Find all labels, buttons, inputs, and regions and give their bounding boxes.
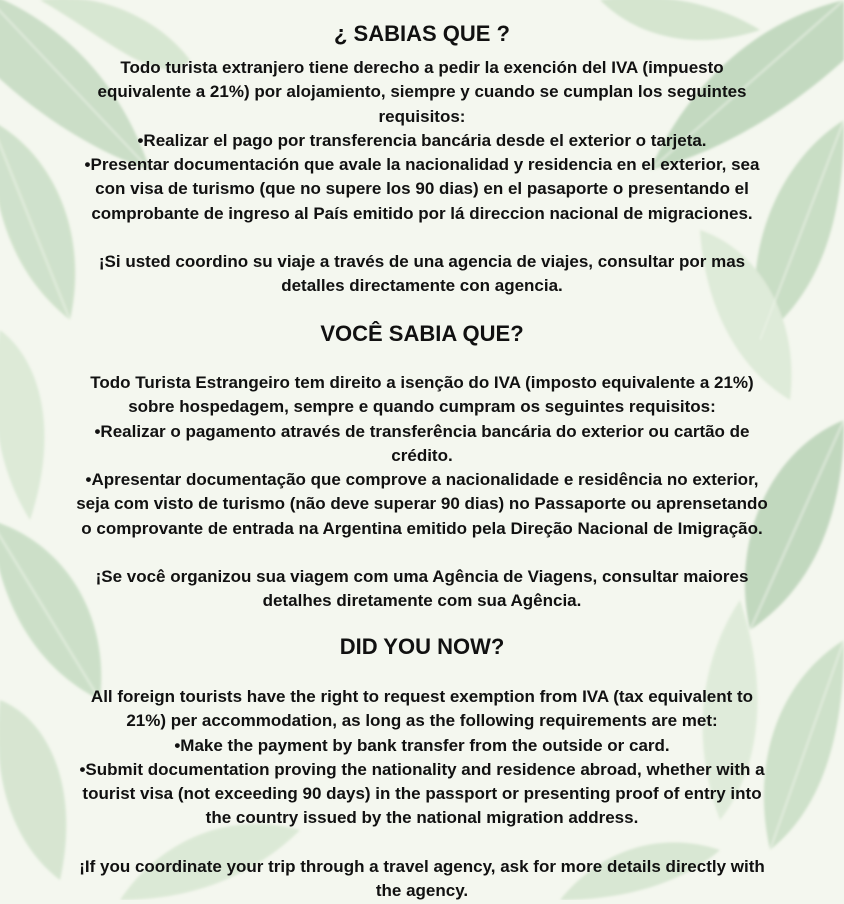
heading-english: DID YOU NOW? xyxy=(339,634,505,659)
heading-spanish: ¿ SABIAS QUE ? xyxy=(333,21,510,46)
text-line: All foreign tourists have the right to request exemption from IVA (tax equivalent to xyxy=(90,687,754,706)
text-line: sobre hospedagem, sempre e quando cumpram os seguintes requisitos: xyxy=(128,397,716,417)
text-line: Todo turista extranjero tiene derecho a pedir la exención del IVA (impuesto xyxy=(120,58,724,77)
text-line: the country issued by the national migration address. xyxy=(205,808,639,828)
spanish-agency-note xyxy=(40,250,804,299)
text-line: o comprovante de entrada na Argentina emitido pela Direção Nacional de Imigração. xyxy=(81,518,763,538)
text-line: detalhes diretamente com sua Agência. xyxy=(262,591,582,611)
heading-portuguese: VOCÊ SABIA QUE? xyxy=(320,321,524,346)
text-line: Todo Turista Estrangeiro tem direito a isenção do IVA (imposto equivalente a 21%) xyxy=(90,373,754,392)
text-line: con visa de turismo (que no supere los 90 dias) en el pasaporte o presentando el xyxy=(95,179,749,199)
text-line: •Realizar o pagamento através de transferência bancária do exterior ou cartão de xyxy=(94,421,750,441)
text-line: •Make the payment by bank transfer from the outside or card. xyxy=(174,735,670,755)
text-line: •Apresentar documentação que comprove a nacionalidade e residência no exterior, xyxy=(85,470,759,490)
portuguese-agency-note xyxy=(40,565,804,614)
text-line: •Submit documentation proving the nationality and residence abroad, whether with a xyxy=(79,759,765,779)
text-line: comprobante de ingreso al País emitido por lá direccion nacional de migraciones. xyxy=(91,203,753,223)
portuguese-requirements xyxy=(40,371,804,541)
text-line: ¡If you coordinate your trip through a travel agency, ask for more details directly with xyxy=(79,857,765,876)
text-line: requisitos: xyxy=(378,106,466,126)
text-line: ¡Se você organizou sua viagem com uma Agência de Viagens, consultar maiores xyxy=(95,567,749,586)
text-line: the agency. xyxy=(375,881,469,901)
english-requirements xyxy=(40,685,804,831)
text-line: detalles directamente con agencia. xyxy=(281,276,563,296)
text-line: ¡Si usted coordino su viaje a través de una agencia de viajes, consultar por mas xyxy=(98,252,746,271)
text-line: •Realizar el pago por transferencia bancária desde el exterior o tarjeta. xyxy=(137,130,707,150)
text-line: crédito. xyxy=(391,445,453,465)
english-agency-note xyxy=(40,855,804,904)
text-line: seja com visto de turismo (não deve superar 90 dias) no Passaporte ou aprensetando xyxy=(76,494,768,514)
text-line: tourist visa (not exceeding 90 days) in the passport or presenting proof of entry into xyxy=(82,784,762,804)
text-line: •Presentar documentación que avale la nacionalidad y residencia en el exterior, sea xyxy=(84,155,760,175)
spanish-requirements xyxy=(40,56,804,226)
text-line: 21%) per accommodation, as long as the following requirements are met: xyxy=(126,711,718,731)
text-line: equivalente a 21%) por alojamiento, siempre y cuando se cumplan los seguintes xyxy=(97,82,747,102)
